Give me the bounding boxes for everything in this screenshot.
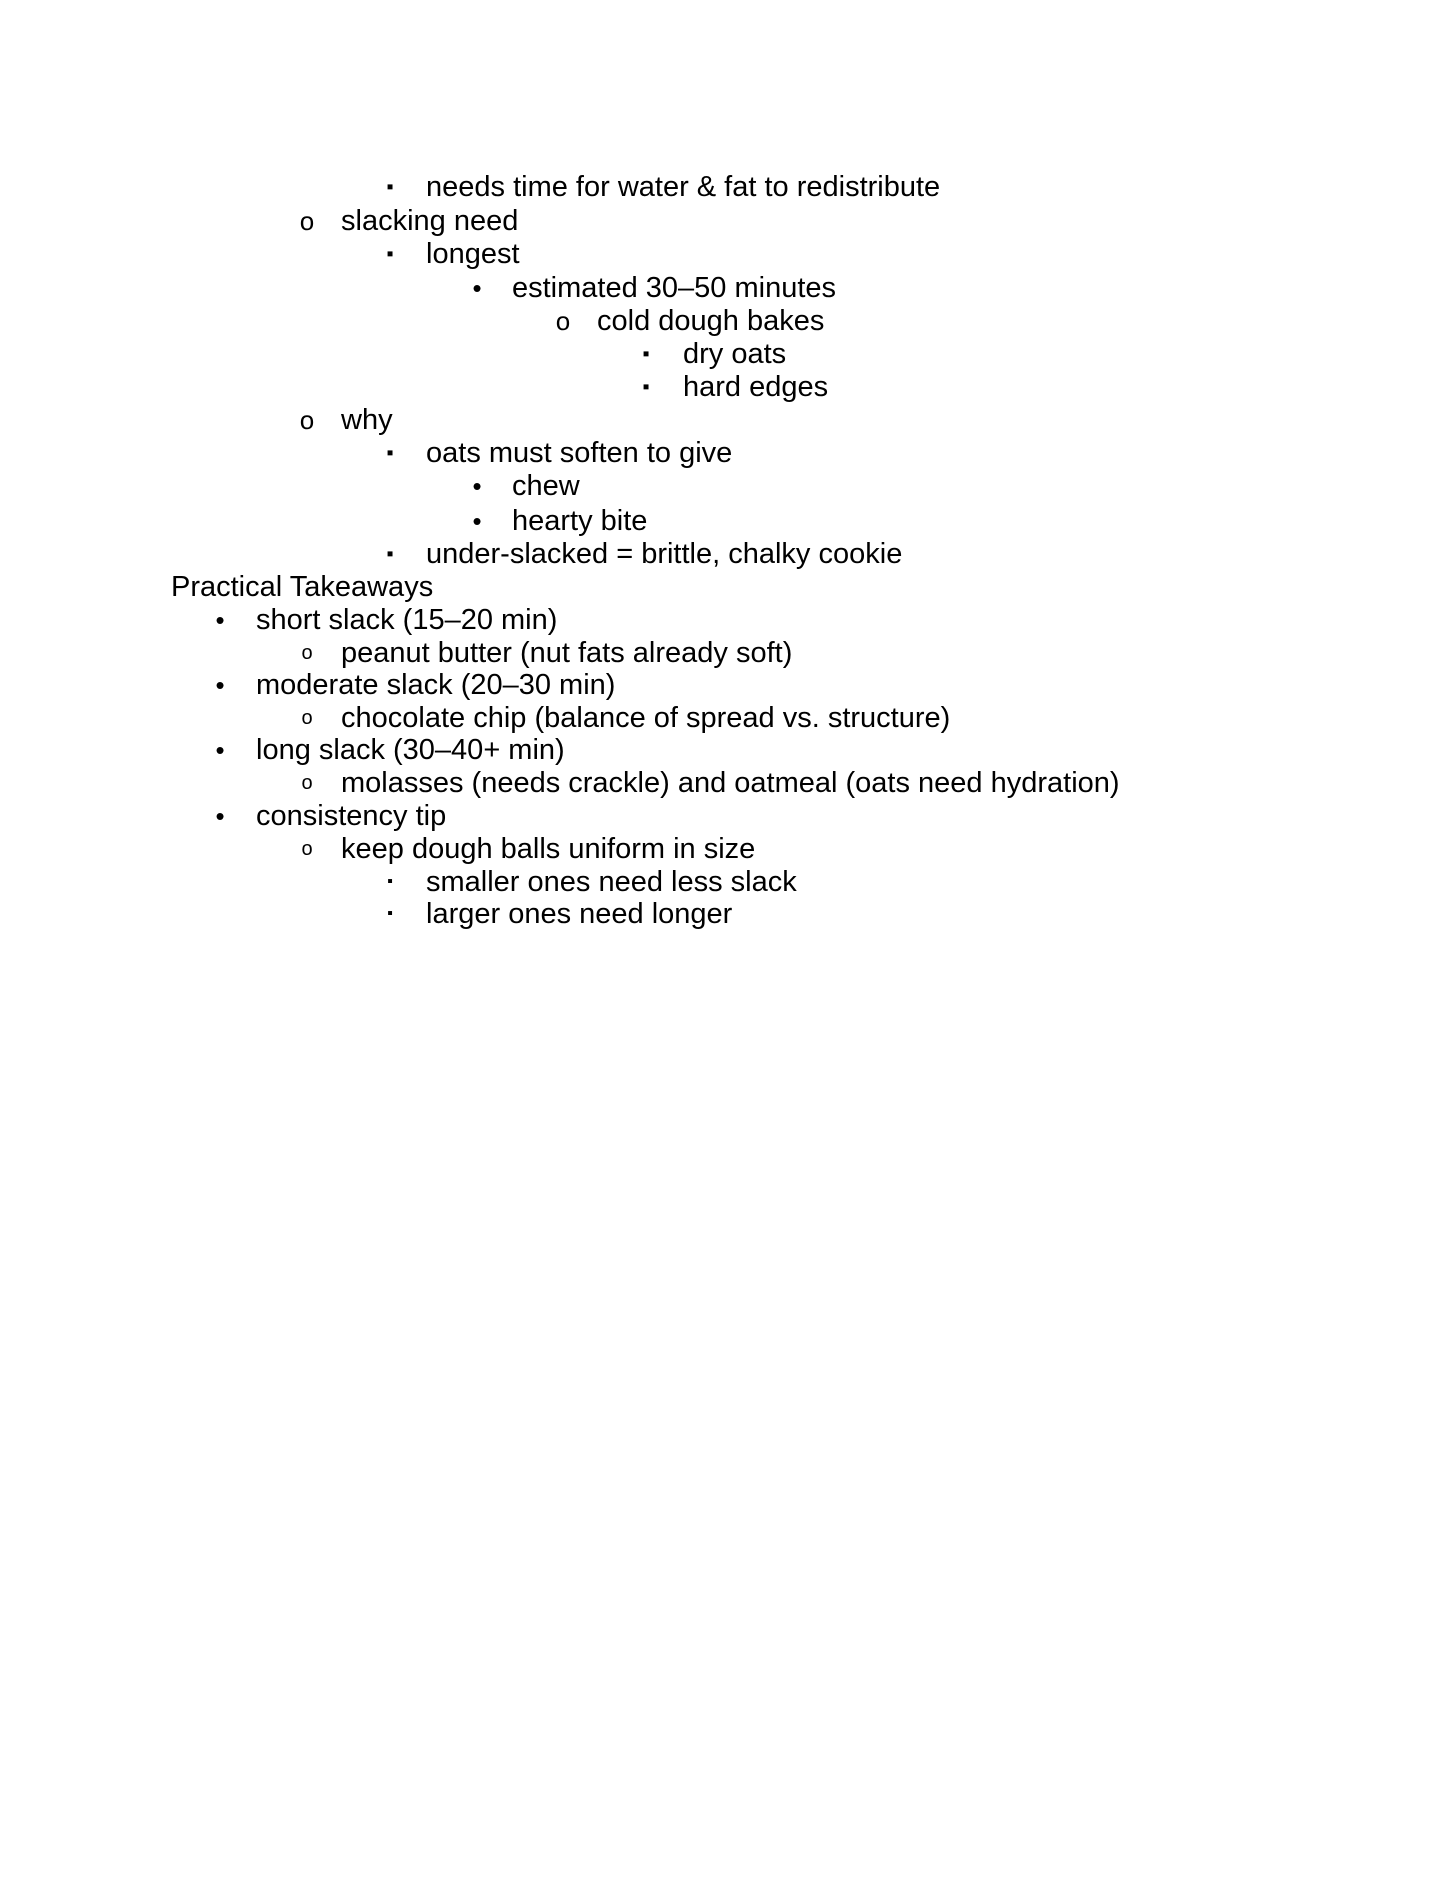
list-item-text: peanut butter (nut fats already soft): [341, 637, 793, 669]
list-item-text: molasses (needs crackle) and oatmeal (oats need hydration): [341, 767, 1120, 799]
list-item-text: chew: [512, 470, 580, 502]
list-item: [0, 271, 1456, 305]
list-item-text: moderate slack (20–30 min): [256, 669, 616, 701]
list-item-text: cold dough bakes: [597, 305, 825, 337]
square-bullet-icon: ▪: [387, 905, 393, 922]
list-item: [0, 865, 1456, 899]
disc-bullet-icon: •: [215, 605, 225, 635]
disc-bullet-icon: •: [472, 273, 482, 303]
square-bullet-icon: ▪: [386, 243, 394, 265]
disc-bullet-icon: •: [215, 735, 225, 765]
disc-bullet-icon: •: [472, 506, 482, 536]
list-item-text: needs time for water & fat to redistribute: [426, 171, 941, 203]
circle-bullet-icon: o: [301, 772, 313, 794]
list-item: [0, 897, 1456, 931]
circle-bullet-icon: o: [299, 206, 315, 236]
list-item: [0, 832, 1456, 866]
list-item-text: why: [341, 404, 393, 436]
disc-bullet-icon: •: [215, 801, 225, 831]
list-item-text: under-slacked = brittle, chalky cookie: [426, 538, 903, 570]
list-item: [0, 504, 1456, 538]
list-item: [0, 403, 1456, 437]
disc-bullet-icon: •: [472, 471, 482, 501]
list-item-text: chocolate chip (balance of spread vs. structure): [341, 702, 951, 734]
list-item-text: hard edges: [683, 371, 829, 403]
list-item: [0, 603, 1456, 637]
square-bullet-icon: ▪: [386, 543, 394, 565]
square-bullet-icon: ▪: [386, 442, 394, 464]
square-bullet-icon: ▪: [642, 376, 650, 398]
list-item-text: slacking need: [341, 205, 519, 237]
list-item: [0, 436, 1456, 470]
list-item: [0, 799, 1456, 833]
list-item: [0, 537, 1456, 571]
list-item-text: dry oats: [683, 338, 787, 370]
circle-bullet-icon: o: [299, 405, 315, 435]
section-heading: Practical Takeaways: [171, 571, 434, 603]
list-item-text: short slack (15–20 min): [256, 604, 558, 636]
list-item: [0, 733, 1456, 767]
circle-bullet-icon: o: [301, 838, 313, 860]
list-item: [0, 304, 1456, 338]
list-item: [0, 668, 1456, 702]
disc-bullet-icon: •: [215, 670, 225, 700]
square-bullet-icon: ▪: [642, 343, 650, 365]
list-item: [0, 469, 1456, 503]
circle-bullet-icon: o: [301, 707, 313, 729]
square-bullet-icon: ▪: [386, 176, 394, 198]
list-item: [0, 370, 1456, 404]
list-item-text: oats must soften to give: [426, 437, 733, 469]
list-item-text: long slack (30–40+ min): [256, 734, 565, 766]
list-item: [0, 337, 1456, 371]
list-item-text: estimated 30–50 minutes: [512, 272, 837, 304]
list-item-text: larger ones need longer: [426, 898, 733, 930]
list-item-text: keep dough balls uniform in size: [341, 833, 756, 865]
list-item: [0, 766, 1456, 800]
list-item: [0, 204, 1456, 238]
list-item: [0, 701, 1456, 735]
list-item: [0, 237, 1456, 271]
list-item-text: longest: [426, 238, 520, 270]
list-item-text: consistency tip: [256, 800, 447, 832]
list-item-text: smaller ones need less slack: [426, 866, 797, 898]
list-item-text: hearty bite: [512, 505, 648, 537]
list-item: [0, 636, 1456, 670]
circle-bullet-icon: o: [555, 306, 571, 336]
circle-bullet-icon: o: [301, 642, 313, 664]
square-bullet-icon: ▪: [387, 873, 393, 890]
list-item: [0, 170, 1456, 204]
